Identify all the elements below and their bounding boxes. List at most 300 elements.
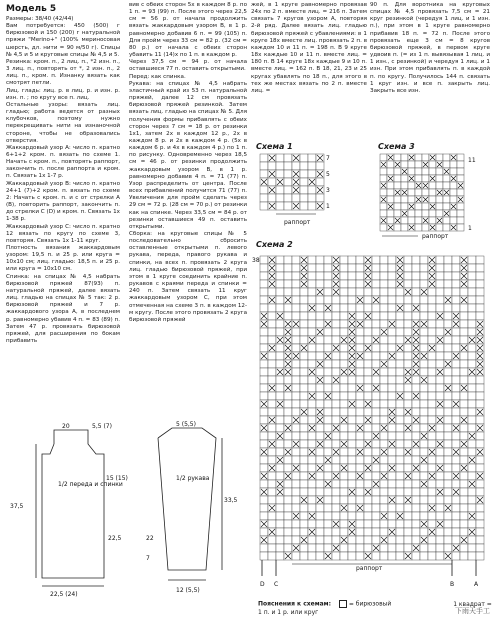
scheme-2-cell <box>316 320 324 328</box>
scheme-2-cell <box>372 504 380 512</box>
scheme-2-cell <box>460 528 468 536</box>
scheme-2-cell <box>340 328 348 336</box>
scheme-1-cell <box>308 154 316 162</box>
scheme-2-arrow-label: B <box>450 581 455 588</box>
scheme-2-cell <box>396 320 404 328</box>
scheme-2-cell <box>284 520 292 528</box>
scheme-2-cell <box>356 264 364 272</box>
scheme-2-cell <box>268 304 276 312</box>
scheme-2-cell <box>260 272 268 280</box>
scheme-2-cell <box>412 512 420 520</box>
scheme-2-cell <box>436 376 444 384</box>
scheme-2-cell <box>260 344 268 352</box>
scheme-2-cell <box>412 392 420 400</box>
scheme-2-cell <box>452 504 460 512</box>
scheme-2-cell <box>332 360 340 368</box>
scheme-2-cell <box>372 520 380 528</box>
scheme-2-cell <box>308 424 316 432</box>
scheme-2-cell <box>404 360 412 368</box>
scheme-2-cell <box>428 296 436 304</box>
scheme-2-cell <box>428 512 436 520</box>
scheme-2-cell <box>476 400 484 408</box>
col3-p1: жей, в 1 круге равномерно провязав 24х по 2 п. вместе лиц. = 216 п. Затем связать 7 кругов узором А, повторяя 2-й ряд. Далее вязать лиц. гладью бирюзовой пряжей с убавлениями: в 1 круге 18х вместе лиц. провязать 2 п. в каждом 10 и 11 п. = 198 п. В 9 круге 18х каждые 10 и 11 п. вместе лиц. = 180 п. В 14 круге 18х каждые 9 и 10 п. вместе лиц. = 162 п. В 18, 21, 23 и 25 кругах убавлять по 18 п., для этого в тех же местах вязать по 2 п. вместе лиц. = <box>251 2 367 94</box>
scheme-2-cell <box>300 320 308 328</box>
scheme-2-cell <box>356 296 364 304</box>
scheme-2-cell <box>316 528 324 536</box>
scheme-2-cell <box>356 320 364 328</box>
scheme-1-cell <box>268 162 276 170</box>
scheme-2-cell <box>364 288 372 296</box>
scheme-2-cell <box>404 472 412 480</box>
scheme-2-cell <box>356 384 364 392</box>
other-patterns-paragraph: Остальные узоры: вязать лиц. гладью; работа ведется от разных клубочков, поэтому нужно перекрещивать нити на изнаночной стороне, чтобы не образовались отверстия. <box>6 101 120 144</box>
scheme-2-cell <box>428 536 436 544</box>
scheme-3-cell <box>387 154 394 161</box>
scheme-2-cell <box>292 480 300 488</box>
scheme-2-cell <box>284 472 292 480</box>
scheme-2-cell <box>372 456 380 464</box>
scheme-2-cell <box>292 528 300 536</box>
scheme-2-cell <box>340 440 348 448</box>
scheme-2-cell <box>260 424 268 432</box>
scheme-2-cell <box>276 504 284 512</box>
scheme-2-cell <box>396 464 404 472</box>
scheme-2-cell <box>380 272 388 280</box>
scheme-2-cell <box>444 472 452 480</box>
scheme-2-cell <box>396 288 404 296</box>
scheme-2-cell <box>380 280 388 288</box>
scheme-2-cell <box>452 536 460 544</box>
scheme-2-cell <box>388 552 396 560</box>
scheme-3-cell <box>450 203 457 210</box>
scheme-2-cell <box>444 464 452 472</box>
scheme-2-cell <box>388 512 396 520</box>
scheme-2-cell <box>260 320 268 328</box>
scheme-2-cell <box>436 392 444 400</box>
scheme-2-cell <box>356 328 364 336</box>
scheme-2-cell <box>452 416 460 424</box>
scheme-2-cell <box>340 280 348 288</box>
scheme-2-cell <box>380 352 388 360</box>
scheme-2-cell <box>340 264 348 272</box>
scheme-2-cell <box>420 472 428 480</box>
scheme-2-cell <box>340 352 348 360</box>
scheme-2-cell <box>452 352 460 360</box>
scheme-2-cell <box>268 504 276 512</box>
scheme-2-cell <box>380 416 388 424</box>
scheme-2-title: Схема 2 <box>256 240 293 249</box>
scheme-2-cell <box>292 352 300 360</box>
scheme-2-cell <box>396 360 404 368</box>
scheme-2-cell <box>340 480 348 488</box>
scheme-2-cell <box>268 344 276 352</box>
scheme-2-cell <box>460 512 468 520</box>
scheme-1-cell <box>292 178 300 186</box>
scheme-2-cell <box>276 376 284 384</box>
scheme-2-cell <box>284 280 292 288</box>
scheme-2-cell <box>428 544 436 552</box>
scheme-2-cell <box>300 264 308 272</box>
scheme-3-cell <box>380 217 387 224</box>
scheme-2-cell <box>460 312 468 320</box>
scheme-2-cell <box>476 488 484 496</box>
scheme-2-cell <box>356 376 364 384</box>
scheme-2-cell <box>268 312 276 320</box>
scheme-2-cell <box>308 288 316 296</box>
scheme-2-cell <box>404 448 412 456</box>
scheme-3-cell <box>401 182 408 189</box>
scheme-2-cell <box>324 328 332 336</box>
scheme-3-cell <box>429 210 436 217</box>
scheme-2-cell <box>300 360 308 368</box>
scheme-2-cell <box>268 384 276 392</box>
scheme-2-cell <box>420 256 428 264</box>
scheme-2-cell <box>436 528 444 536</box>
scheme-2-cell <box>348 448 356 456</box>
scheme-2-cell <box>260 368 268 376</box>
scheme-2-cell <box>316 256 324 264</box>
scheme-2-cell <box>420 504 428 512</box>
rib-paragraph: Резинка: кром. п., 2 лиц. п., *2 изн. п., 3 лиц. п., повторять от *, 2 изн. п., 2 лиц. п., кром. п. Изнанку вязать как смотрят петли. <box>6 58 120 87</box>
scheme-2-cell <box>364 480 372 488</box>
scheme-2-cell <box>284 512 292 520</box>
scheme-2-cell <box>308 312 316 320</box>
scheme-2-cell <box>300 528 308 536</box>
scheme-3-cell <box>429 203 436 210</box>
scheme-2-cell <box>308 360 316 368</box>
scheme-2-cell <box>388 264 396 272</box>
scheme-2-cell <box>420 400 428 408</box>
scheme-2-cell <box>308 472 316 480</box>
scheme-3-cell <box>436 161 443 168</box>
scheme-2-cell <box>300 488 308 496</box>
scheme-2-cell <box>452 336 460 344</box>
scheme-2-cell <box>300 296 308 304</box>
sizes-paragraph: Размеры: 38/40 (42/44) <box>6 16 74 22</box>
scheme-2-cell <box>260 384 268 392</box>
scheme-2-cell <box>348 520 356 528</box>
scheme-3-cell <box>436 168 443 175</box>
scheme-2-cell <box>396 304 404 312</box>
scheme-2-cell <box>420 536 428 544</box>
scheme-2-cell <box>476 496 484 504</box>
scheme-2-cell <box>292 496 300 504</box>
scheme-2-cell <box>340 432 348 440</box>
scheme-2-cell <box>420 408 428 416</box>
scheme-3-cell <box>436 210 443 217</box>
scheme-2-cell <box>380 328 388 336</box>
scheme-2-cell <box>468 528 476 536</box>
scheme-2-cell <box>460 408 468 416</box>
scheme-2-cell <box>300 280 308 288</box>
scheme-1-cell <box>308 202 316 210</box>
back-bottom: 22,5 (24) <box>50 591 78 598</box>
scheme-2-cell <box>476 280 484 288</box>
scheme-3-cell <box>429 168 436 175</box>
scheme-3-cell <box>408 189 415 196</box>
back-armhole: 15 (15) <box>106 475 128 482</box>
scheme-2-cell <box>292 320 300 328</box>
scheme-2-cell <box>420 480 428 488</box>
scheme-2-cell <box>316 336 324 344</box>
scheme-2-cell <box>276 256 284 264</box>
scheme-2-cell <box>356 464 364 472</box>
scheme-2-cell <box>364 456 372 464</box>
scheme-2-cell <box>332 520 340 528</box>
scheme-2-cell <box>308 464 316 472</box>
scheme-2-cell <box>300 520 308 528</box>
scheme-2-cell <box>404 328 412 336</box>
scheme-2-cell <box>356 336 364 344</box>
scheme-2-cell <box>380 336 388 344</box>
scheme-2-cell <box>300 456 308 464</box>
scheme-2-cell <box>428 408 436 416</box>
scheme-2-cell <box>396 544 404 552</box>
scheme-2-cell <box>372 288 380 296</box>
scheme-2-cell <box>324 488 332 496</box>
scheme-2-cell <box>412 328 420 336</box>
scheme-3-cell <box>422 196 429 203</box>
scheme-2-cell <box>396 512 404 520</box>
scheme-2-cell <box>428 448 436 456</box>
scheme-3-cell <box>415 224 422 231</box>
scheme-2-cell <box>388 392 396 400</box>
scheme-2-cell <box>460 272 468 280</box>
scheme-2-cell <box>340 504 348 512</box>
scheme-2-cell <box>468 288 476 296</box>
scheme-2-cell <box>476 504 484 512</box>
scheme-2-cell <box>436 512 444 520</box>
scheme-1-cell <box>316 202 324 210</box>
scheme-2-cell <box>300 336 308 344</box>
pattern-c-paragraph: Жаккардовый узор С: число п. кратно 12 вязать по кругу по схеме 3, повторяя. Связать 1х 1-11 круг. <box>6 223 120 244</box>
scheme-2-cell <box>476 384 484 392</box>
scheme-2-cell <box>412 448 420 456</box>
scheme-2-cell <box>276 336 284 344</box>
scheme-3-cell <box>380 203 387 210</box>
scheme-2-cell <box>284 360 292 368</box>
scheme-2-cell <box>444 528 452 536</box>
scheme-2-cell <box>436 472 444 480</box>
scheme-2-cell <box>372 336 380 344</box>
scheme-2-cell <box>476 264 484 272</box>
scheme-2-cell <box>380 384 388 392</box>
scheme-1-cell <box>260 162 268 170</box>
scheme-2-cell <box>420 424 428 432</box>
scheme-2-cell <box>412 432 420 440</box>
col2-p1: вив с обеих сторон 5х в каждом 8 р. по 1 п. = 93 (99) п. После этого через 22,5 см = 56 р. от начала продолжить вязать жаккардовым узором В, в 1 р. равномерно добавив 6 п. = 99 (105) п. Для пройм через 33 см = 82 р. (32 см = 80 р.) от начала с обеих сторон убавить 11 (14)х по 1 п. в каждом р. <box>129 2 247 59</box>
scheme-3-cell <box>422 189 429 196</box>
scheme-2-cell <box>372 320 380 328</box>
scheme-2-cell <box>396 328 404 336</box>
scheme-2-cell <box>452 544 460 552</box>
back-top-width: 20 <box>62 423 70 430</box>
scheme-2-cell <box>380 480 388 488</box>
scheme-2-cell <box>340 408 348 416</box>
scheme-2-cell <box>412 336 420 344</box>
scheme-3-cell <box>457 161 464 168</box>
scheme-2-cell <box>292 392 300 400</box>
scheme-2-cell <box>316 552 324 560</box>
scheme-2-cell <box>380 472 388 480</box>
scheme-2-cell <box>260 432 268 440</box>
scheme-3-cell <box>415 182 422 189</box>
scheme-2-cell <box>388 384 396 392</box>
scheme-2-cell <box>468 376 476 384</box>
scheme-2-cell <box>436 288 444 296</box>
scheme-2-cell <box>316 328 324 336</box>
scheme-2-cell <box>428 504 436 512</box>
scheme-2-cell <box>276 448 284 456</box>
scheme-1-cell <box>308 170 316 178</box>
scheme-2-cell <box>316 424 324 432</box>
scheme-2-cell <box>308 280 316 288</box>
scheme-2-cell <box>460 344 468 352</box>
scheme-2-cell <box>404 352 412 360</box>
scheme-2-cell <box>316 520 324 528</box>
scheme-2-cell <box>284 336 292 344</box>
scheme-2-cell <box>476 520 484 528</box>
scheme-2-cell <box>380 456 388 464</box>
scheme-3-cell <box>436 189 443 196</box>
scheme-3-cell <box>457 203 464 210</box>
scheme-2-cell <box>380 320 388 328</box>
scheme-3-cell <box>422 168 429 175</box>
scheme-2-cell <box>356 512 364 520</box>
scheme-2-cell <box>452 392 460 400</box>
scheme-2-cell <box>292 472 300 480</box>
scheme-2-cell <box>476 376 484 384</box>
scheme-2-cell <box>372 432 380 440</box>
pattern-b-paragraph: Жаккардовый узор В: число п. кратно 24+1 (7)+2 кром. п. вязать по схеме 2: Начать с кром. п. и с от стрелки А (В), повторить раппорт, закончить п. до стрелки С (D) и кром. п. Связать 1х 1-38 р. <box>6 180 120 223</box>
scheme-2-cell <box>308 432 316 440</box>
scheme-2-cell <box>452 304 460 312</box>
scheme-3-cell <box>450 189 457 196</box>
scheme-2-cell <box>276 544 284 552</box>
scheme-2-cell <box>332 280 340 288</box>
scheme-2-cell <box>260 408 268 416</box>
scheme-2-cell <box>276 328 284 336</box>
scheme-1-cell <box>300 162 308 170</box>
scheme-2-cell <box>388 400 396 408</box>
scheme-2-cell <box>332 528 340 536</box>
scheme-2-cell <box>420 448 428 456</box>
scheme-3-cell <box>450 175 457 182</box>
scheme-2-cell <box>364 336 372 344</box>
scheme-2-cell <box>308 400 316 408</box>
scheme-1-grid <box>256 152 346 230</box>
scheme-2-cell <box>372 312 380 320</box>
scheme-2-cell <box>404 368 412 376</box>
scheme-2-cell <box>300 552 308 560</box>
scheme-2-cell <box>412 264 420 272</box>
scheme-1-cell <box>316 154 324 162</box>
scheme-2-cell <box>404 416 412 424</box>
scheme-2-cell <box>412 480 420 488</box>
scheme-2-cell <box>260 448 268 456</box>
scheme-2-cell <box>364 504 372 512</box>
scheme-2-cell <box>364 344 372 352</box>
scheme-3-cell <box>450 182 457 189</box>
scheme-2-cell <box>308 336 316 344</box>
scheme-2-cell <box>340 472 348 480</box>
scheme-3-cell <box>443 161 450 168</box>
scheme-3-cell <box>422 161 429 168</box>
scheme-3-cell <box>401 175 408 182</box>
scheme-2-cell <box>276 280 284 288</box>
scheme-2-cell <box>372 464 380 472</box>
scheme-2-cell <box>260 520 268 528</box>
text-column-3 <box>251 2 367 95</box>
scheme-3-cell <box>443 175 450 182</box>
scheme-2-cell <box>452 432 460 440</box>
scheme-2-cell <box>300 304 308 312</box>
scheme-2-cell <box>396 528 404 536</box>
scheme-1-row-label: 1 <box>326 203 330 210</box>
scheme-2-cell <box>372 496 380 504</box>
scheme-2-cell <box>468 272 476 280</box>
sleeves-paragraph: Рукава: на спицах № 4,5 набрать эластичный край из 53 п. натуральной пряжей, далее 12 см провязать бирюзовой пряжей резинкой. Затем вязать лиц. гладью на спицах № 5. Для получения формы прибавлять с обеих сторон через 7 см = 18 р. от резинки 1х1, затем 2х в каждом 12 р., 2х в каждом 8 р. и 2х в каждом 4 р. (5х в каждом 6 р. и 4х в каждом 4 р.) по 1 п. по рисунку. Одновременно через 18,5 см = 46 р. от резинки продолжить жаккардовым узором В, в 1 р. равномерно добавив 4 п. = 71 (77) п. Узор распределить от центра. После всех прибавлений получится 71 (77) п. Увеличения для пройм сделать через 29 см = 72 р. (28 см = 70 р.) от резинки как на спинке. Через 33,5 см = 84 р. от резинки оставшиеся 49 п. оставить открытыми. <box>129 80 247 230</box>
scheme-2-cell <box>316 416 324 424</box>
scheme-2-cell <box>356 400 364 408</box>
front-paragraph: Перед: как спинка. <box>129 73 186 80</box>
scheme-2-cell <box>460 296 468 304</box>
scheme-2-cell <box>276 464 284 472</box>
scheme-2-cell <box>476 368 484 376</box>
scheme-2-cell <box>468 440 476 448</box>
scheme-2-cell <box>300 424 308 432</box>
scheme-2-cell <box>316 440 324 448</box>
scheme-2-cell <box>436 304 444 312</box>
scheme-2-cell <box>444 552 452 560</box>
scheme-2-cell <box>380 464 388 472</box>
scheme-2-cell <box>340 296 348 304</box>
scheme-3-title: Схема 3 <box>378 142 415 151</box>
sleeve-bottom: 12 (5,5) <box>176 587 200 594</box>
scheme-2-cell <box>340 456 348 464</box>
scheme-2-cell <box>460 280 468 288</box>
scheme-2-cell <box>332 344 340 352</box>
scheme-2-cell <box>388 448 396 456</box>
scheme-2-cell <box>436 424 444 432</box>
scheme-2-cell <box>268 408 276 416</box>
scheme-2-cell <box>452 288 460 296</box>
scheme-2-cell <box>372 552 380 560</box>
scheme-2-cell <box>476 392 484 400</box>
scheme-2-cell <box>444 536 452 544</box>
scheme-2-cell <box>428 288 436 296</box>
scheme-2-cell <box>300 376 308 384</box>
scheme-2-cell <box>452 464 460 472</box>
scheme-1-cell <box>292 170 300 178</box>
scheme-2-cell <box>444 272 452 280</box>
scheme-2-cell <box>468 256 476 264</box>
scheme-2-cell <box>460 448 468 456</box>
scheme-3-cell <box>380 175 387 182</box>
scheme-2-cell <box>356 496 364 504</box>
scheme-2-cell <box>260 528 268 536</box>
scheme-3-cell <box>394 203 401 210</box>
scheme-2-cell <box>284 320 292 328</box>
scheme-2-cell <box>332 264 340 272</box>
scheme-2-cell <box>276 536 284 544</box>
scheme-2-cell <box>452 528 460 536</box>
scheme-2-cell <box>404 304 412 312</box>
scheme-2-cell <box>452 400 460 408</box>
scheme-2-cell <box>364 280 372 288</box>
scheme-2-cell <box>268 376 276 384</box>
scheme-3-cell <box>436 224 443 231</box>
